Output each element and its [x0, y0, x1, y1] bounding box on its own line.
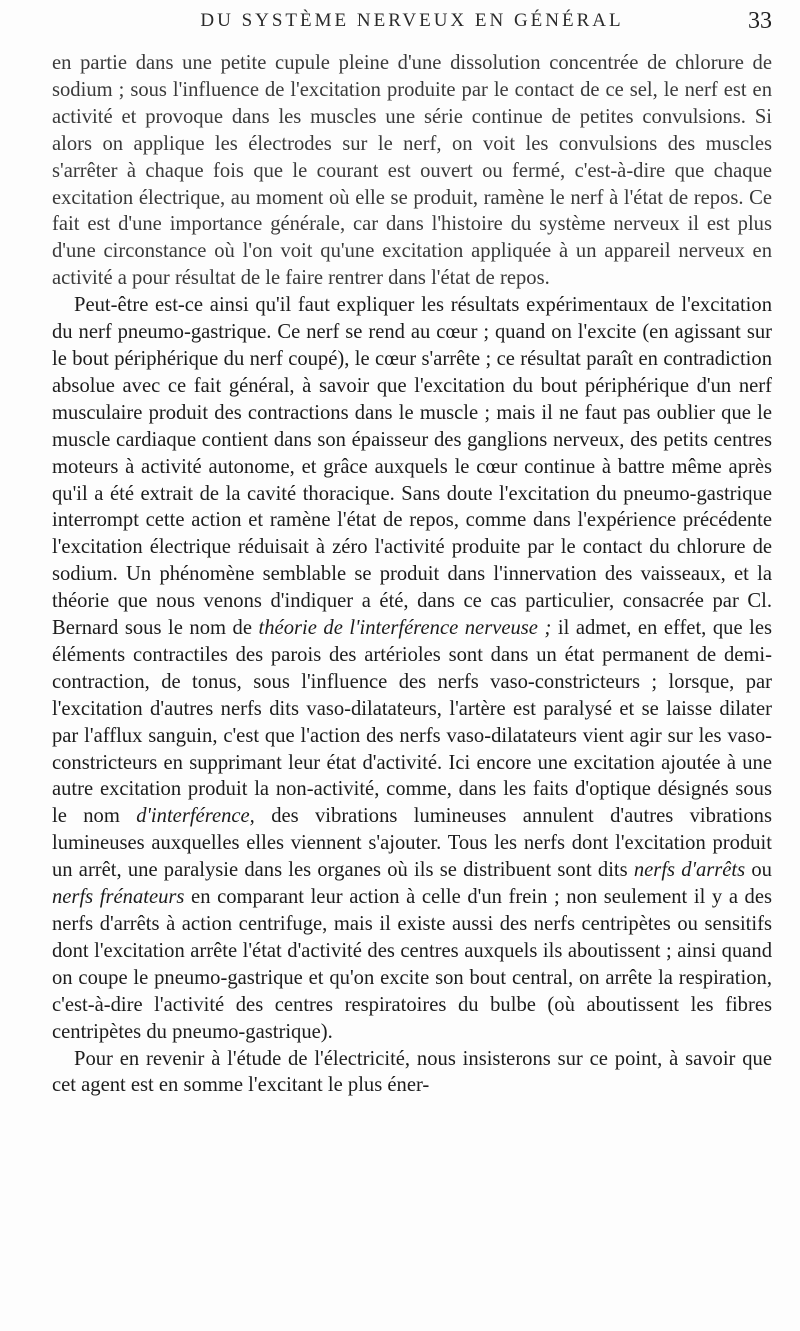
running-header — [52, 10, 772, 46]
paragraph-text: ou — [745, 859, 772, 882]
paragraph-text: il admet, en effet, que les éléments contractiles des parois des artérioles sont dans un état permanent de demi-contraction, de tonus, sous l'influence des nerfs vaso-constricteurs ; lorsque, par l'excitation d'autres nerfs dits vaso-dilatateurs, l'artère est paralysé et se laisse dilater par l'afflux sanguin, c'est que l'action des nerfs vaso-dilatateurs vient agir sur les vaso-constricteurs en supprimant leur état d'activité. Ici encore une excitation ajoutée à une autre excitation produit la non-activité, comme, dans les faits d'optique désignés sous le nom — [52, 617, 772, 828]
paragraph-text: Peut-être est-ce ainsi qu'il faut expliquer les résultats expérimentaux de l'excitation du nerf pneumo-gastrique. Ce nerf se rend au cœur ; quand on l'excite (en agissant sur le bout périphérique du nerf coupé), le cœur s'arrête ; ce résultat paraît en contradiction absolue avec ce fait général, à savoir que l'excitation du bout périphérique d'un nerf musculaire produit des contractions dans le muscle ; mais il ne faut pas oublier que le muscle cardiaque contient dans son épaisseur des ganglions nerveux, des petits centres moteurs à activité autonome, et grâce auxquels le cœur continue à battre même après qu'il a été extrait de la cavité thoracique. Sans doute l'excitation du pneumo-gastrique interrompt cette action et ramène l'état de repos, comme dans l'expérience précédente l'excitation électrique réduisait à zéro l'activité produite par le contact du chlorure de sodium. Un phénomène semblable se produit dans l'innervation des vaisseaux, et la théorie que nous venons d'indiquer a été, dans ce cas particulier, consacrée par Cl. Bernard sous le nom de — [52, 294, 772, 640]
italic-term-interference: d'interférence, — [136, 805, 255, 828]
paragraph-text: Pour en revenir à l'étude de l'électricité, nous insisterons sur ce point, à savoir que cet agent est en somme l'excitant le plus éner- — [52, 1047, 772, 1097]
paragraph-text: en partie dans une petite cupule pleine d'une dissolution concentrée de chlorure de sodium ; sous l'influence de l'excitation produite par le contact de ce sel, le nerf est en activité et provoque dans les muscles une série continue de petites convulsions. Si alors on applique les électrodes sur le nerf, on voit les convulsions des muscles s'arrêter à chaque fois que le courant est ouvert ou fermé, c'est-à-dire que chaque excitation électrique, au moment où elle se produit, ramène le nerf à l'état de repos. Ce fait est d'une importance générale, car dans l'histoire du système nerveux il est plus d'une circonstance où l'on voit qu'une excitation appliquée à un appareil nerveux en activité a pour résultat de le faire rentrer dans l'état de repos. — [52, 52, 772, 290]
paragraph-text: en comparant leur action à celle d'un frein ; non seulement il y a des nerfs d'arrêts à action centrifuge, mais il existe aussi des nerfs centripètes ou sensitifs dont l'excitation arrête l'état d'activité des centres auxquels ils aboutissent ; ainsi quand on coupe le pneumo-gastrique et qu'on excite son bout central, on arrête la respiration, c'est-à-dire l'activité des centres respiratoires du bulbe (où aboutissent les fibres centripètes du pneumo-gastrique). — [52, 886, 773, 1043]
italic-term-arrest-nerves: nerfs d'arrêts — [633, 859, 746, 882]
paragraph-continuation — [52, 50, 772, 292]
running-title: DU SYSTÈME NERVEUX EN GÉNÉRAL — [200, 10, 624, 31]
paragraph-text: des vibrations lumineuses annulent d'autres vibrations lumineuses auxquelles elles viennent s'ajouter. Tous les nerfs dont l'excitation produit un arrêt, une paralysie dans les organes où ils se distribuent sont dits — [52, 805, 772, 882]
page-number: 33 — [748, 8, 772, 34]
paragraph-vagus-nerve — [52, 292, 772, 1045]
italic-term-frenating-nerves: nerfs frénateurs — [52, 886, 185, 909]
italic-term-nervous-interference: théorie de l'interférence nerveuse ; — [258, 617, 552, 640]
body-text — [52, 50, 772, 1099]
paragraph-electricity — [52, 1046, 772, 1100]
